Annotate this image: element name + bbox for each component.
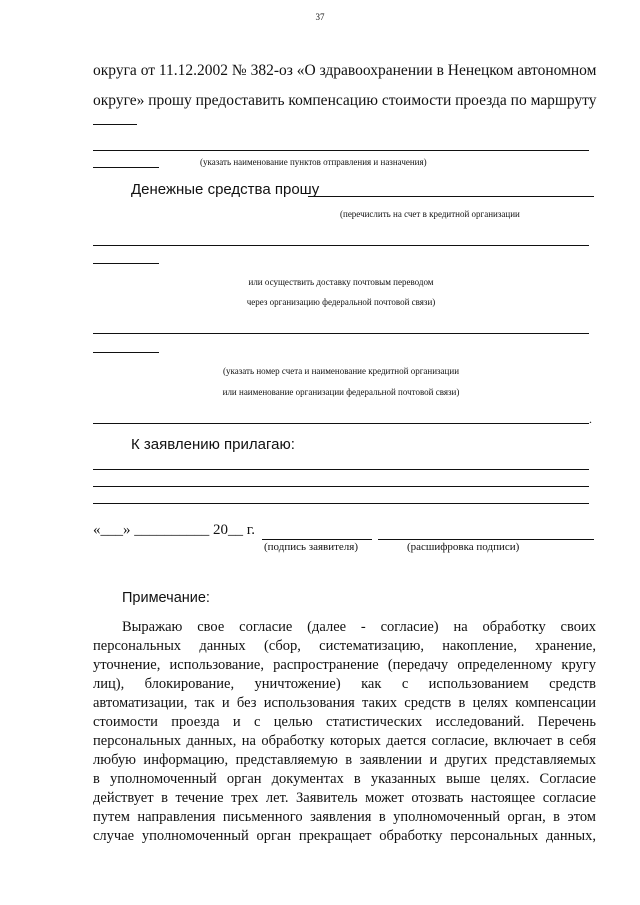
- signature-caption: (подпись заявителя): [264, 541, 359, 553]
- note-line: путем направления письменного заявления в уполномоченный орган, в этом: [93, 809, 596, 825]
- route-blank-continue: [93, 167, 159, 168]
- signature-date: «___» __________ 20__ г.: [93, 522, 255, 538]
- note-line: действует в течение трех лет. Заявитель может отозвать настоящее согласие: [93, 790, 596, 806]
- funds-blank-continue-2: [93, 263, 159, 264]
- funds-label: Денежные средства прошу: [131, 181, 320, 198]
- funds-blank-line-2: [93, 245, 589, 246]
- note-line: лиц), блокирование, уничтожение) как с использованием средств: [93, 676, 596, 692]
- note-line: автоматизации, так и без использования таких средств в целях компенсации: [93, 695, 596, 711]
- funds-blank-line-4: [93, 423, 589, 424]
- note-line: в уполномоченный орган документах в указанных выше целях. Согласие: [93, 771, 596, 787]
- note-title: Примечание:: [122, 590, 210, 606]
- page-number: 37: [315, 12, 325, 22]
- route-blank-short: [93, 124, 137, 125]
- note-line: случае уполномоченный орган прекращает обработку персональных данных,: [93, 828, 596, 844]
- attachments-label: К заявлению прилагаю:: [131, 436, 295, 453]
- funds-caption-post-2: через организацию федеральной почтовой связи): [246, 297, 436, 307]
- funds-blank-continue-3: [93, 352, 159, 353]
- note-line: Выражаю свое согласие (далее - согласие) на обработку своих: [122, 619, 596, 635]
- note-line: любую информацию, представляемую в заявлении и других представляемых: [93, 752, 596, 768]
- funds-caption-post-1: или осуществить доставку почтовым переводом: [248, 277, 434, 287]
- intro-line-1: округа от 11.12.2002 № 382-оз «О здравоохранении в Ненецком автономном: [93, 62, 597, 79]
- funds-end-mark: .: [589, 412, 592, 426]
- attachments-line-2: [93, 486, 589, 487]
- attachments-line-3: [93, 503, 589, 504]
- signature-blank: [262, 539, 372, 540]
- note-line: уточнение, использование, распространение (передачу определенному кругу: [93, 657, 596, 673]
- note-line: персональных данных (сбор, систематизацию, накопление, хранение,: [93, 638, 596, 654]
- funds-blank-line-3: [93, 333, 589, 334]
- route-blank-line: [93, 150, 589, 151]
- funds-caption-bank: (перечислить на счет в кредитной организации: [340, 209, 520, 219]
- note-line: стоимости проезда и с целью статистических исследований. Перечень: [93, 714, 596, 730]
- signature-decoding-blank: [378, 539, 594, 540]
- intro-line-2: округе» прошу предоставить компенсацию стоимости проезда по маршруту: [93, 92, 597, 109]
- funds-caption-account-1: (указать номер счета и наименование кредитной организации: [222, 366, 460, 376]
- route-caption: (указать наименование пунктов отправления и назначения): [200, 157, 427, 167]
- note-line: персональных данных, на обработку которых дается согласие, включает в себя: [93, 733, 596, 749]
- attachments-line-1: [93, 469, 589, 470]
- funds-caption-account-2: или наименование организации федеральной почтовой связи): [222, 387, 460, 397]
- signature-decoding-caption: (расшифровка подписи): [407, 541, 520, 553]
- funds-blank-line: [308, 196, 594, 197]
